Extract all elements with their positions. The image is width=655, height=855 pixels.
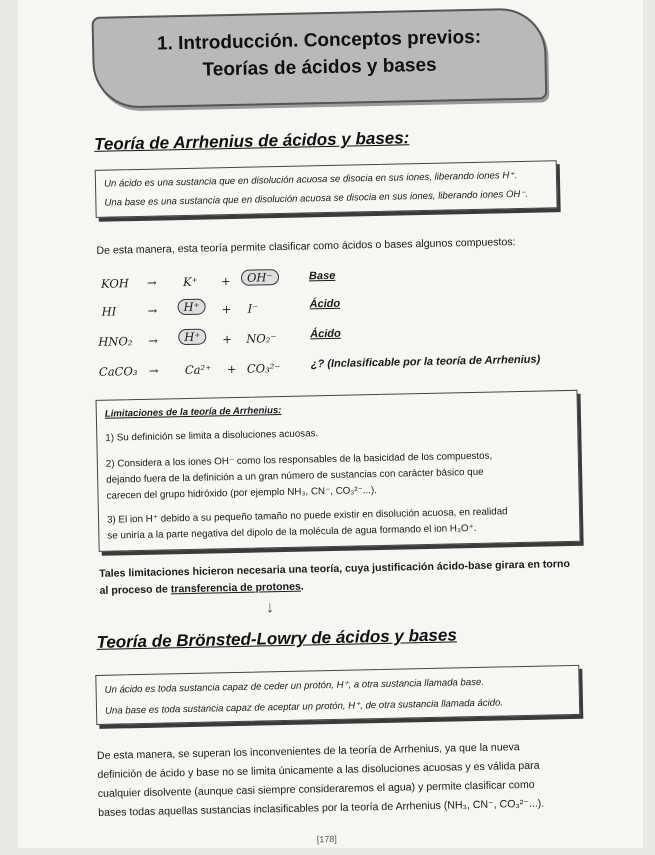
eq1-reactant: KOH xyxy=(100,276,129,291)
eq4-product2: CO₃²⁻ xyxy=(246,361,281,376)
arrhenius-base-definition: Una base es una sustancia que en disolución acuosa se disocia en sus iones, liberando iones OH⁻. xyxy=(104,188,529,209)
bronsted-base-definition: Una base es toda sustancia capaz de aceptar un protón, H⁺, de otra sustancia llamada ácido. xyxy=(104,697,504,717)
eq3-label: Ácido xyxy=(310,327,341,341)
eq3-reactant: HNO₂ xyxy=(98,334,133,349)
limitations-conclusion-line1: Tales limitaciones hicieron necesaria una teoría, cuya justificación ácido-base girara en torno xyxy=(99,558,570,580)
limitations-title: Limitaciones de la teoría de Arrhenius: xyxy=(104,405,282,420)
classification-intro: De esta manera, esta teoría permite clasificar como ácidos o bases algunos compuestos: xyxy=(96,236,516,257)
eq2-reactant: HI xyxy=(101,304,117,319)
bronsted-paragraph-line3: cualquier disolvente (aunque casi siempre consideraremos el agua) y permite clasificar como xyxy=(97,778,535,800)
arrhenius-definition-box xyxy=(95,160,558,218)
limitation-1: 1) Su definición se limita a disoluciones acuosas. xyxy=(105,428,319,444)
eq2-label: Ácido xyxy=(309,297,341,311)
limitation-2-line3: carecen del grupo hidróxido (por ejemplo NH₃, CN⁻, CO₃²⁻...). xyxy=(106,485,378,502)
chapter-title-line2: Teorías de ácidos y bases xyxy=(202,54,437,81)
page-number: [178] xyxy=(316,833,337,845)
eq1-product1: K⁺ xyxy=(182,274,198,290)
eq1-label: Base xyxy=(308,269,336,283)
eq2-product2: I⁻ xyxy=(247,301,259,316)
eq3-arrow: → xyxy=(148,333,159,348)
limitation-2-line2: dejando fuera de la definición a un gran número de sustancias con carácter básico que xyxy=(106,466,484,486)
circled-species: H⁺ xyxy=(177,299,205,316)
circled-species: H⁺ xyxy=(178,329,206,346)
down-arrow-icon: ↓ xyxy=(265,599,275,617)
eq3-product1 xyxy=(178,329,206,346)
bronsted-heading: Teoría de Brönsted-Lowry de ácidos y bases xyxy=(96,625,457,652)
bronsted-paragraph-line1: De esta manera, se superan los inconvenientes de la teoría de Arrhenius, ya que la nueva xyxy=(96,741,520,762)
eq3-product2: NO₂⁻ xyxy=(246,331,277,346)
conclusion-period: . xyxy=(300,580,304,593)
eq1-product2 xyxy=(241,269,279,286)
bronsted-paragraph-line4: bases todas aquellas sustancias inclasificables por la teoría de Arrhenius (NH₃, CN⁻, CO₃²⁻...). xyxy=(98,797,545,819)
eq2-plus: + xyxy=(221,302,232,317)
chapter-title-banner xyxy=(92,7,548,108)
limitation-3-line2: se uniría a la parte negativa del dipolo de la molécula de agua formando el ion H₃O⁺. xyxy=(107,522,477,542)
eq2-arrow: → xyxy=(147,303,158,318)
limitations-conclusion-line2 xyxy=(99,581,304,597)
eq4-label: ¿? (Inclasificable por la teoría de Arrhenius) xyxy=(310,353,541,371)
bronsted-acid-definition: Un ácido es toda sustancia capaz de ceder un protón, H⁺, a otra sustancia llamada base. xyxy=(104,676,485,696)
conclusion-prefix: al proceso de xyxy=(99,583,171,597)
limitations-box xyxy=(96,390,581,552)
chapter-title-line1: 1. Introducción. Conceptos previos: xyxy=(156,26,482,55)
limitation-2-line1: 2) Considera a los iones OH⁻ como los responsables de la basicidad de los compuestos, xyxy=(105,450,493,470)
proton-transfer-term: transferencia de protones xyxy=(170,580,301,596)
bronsted-definition-box xyxy=(95,665,580,725)
circled-species: OH⁻ xyxy=(241,269,279,286)
eq4-product1: Ca²⁺ xyxy=(184,362,212,378)
arrhenius-acid-definition: Un ácido es una sustancia que en disolución acuosa se disocia en sus iones, liberando iones H⁺. xyxy=(103,170,518,190)
eq4-plus: + xyxy=(226,361,237,377)
eq2-product1 xyxy=(177,299,205,316)
eq4-reactant: CaCO₃ xyxy=(98,364,138,379)
arrhenius-heading: Teoría de Arrhenius de ácidos y bases: xyxy=(93,128,410,154)
bronsted-paragraph-line2: definición de ácido y base no se limita únicamente a las disoluciones acuosas y es válida para xyxy=(97,759,540,781)
eq4-arrow: → xyxy=(148,363,159,378)
limitation-3-line1: 3) El ion H⁺ debido a su pequeño tamaño no puede existir en disolución acuosa, en realidad xyxy=(106,506,508,526)
eq1-plus: + xyxy=(220,274,231,289)
eq3-plus: + xyxy=(222,332,233,347)
eq1-arrow: → xyxy=(146,275,157,290)
